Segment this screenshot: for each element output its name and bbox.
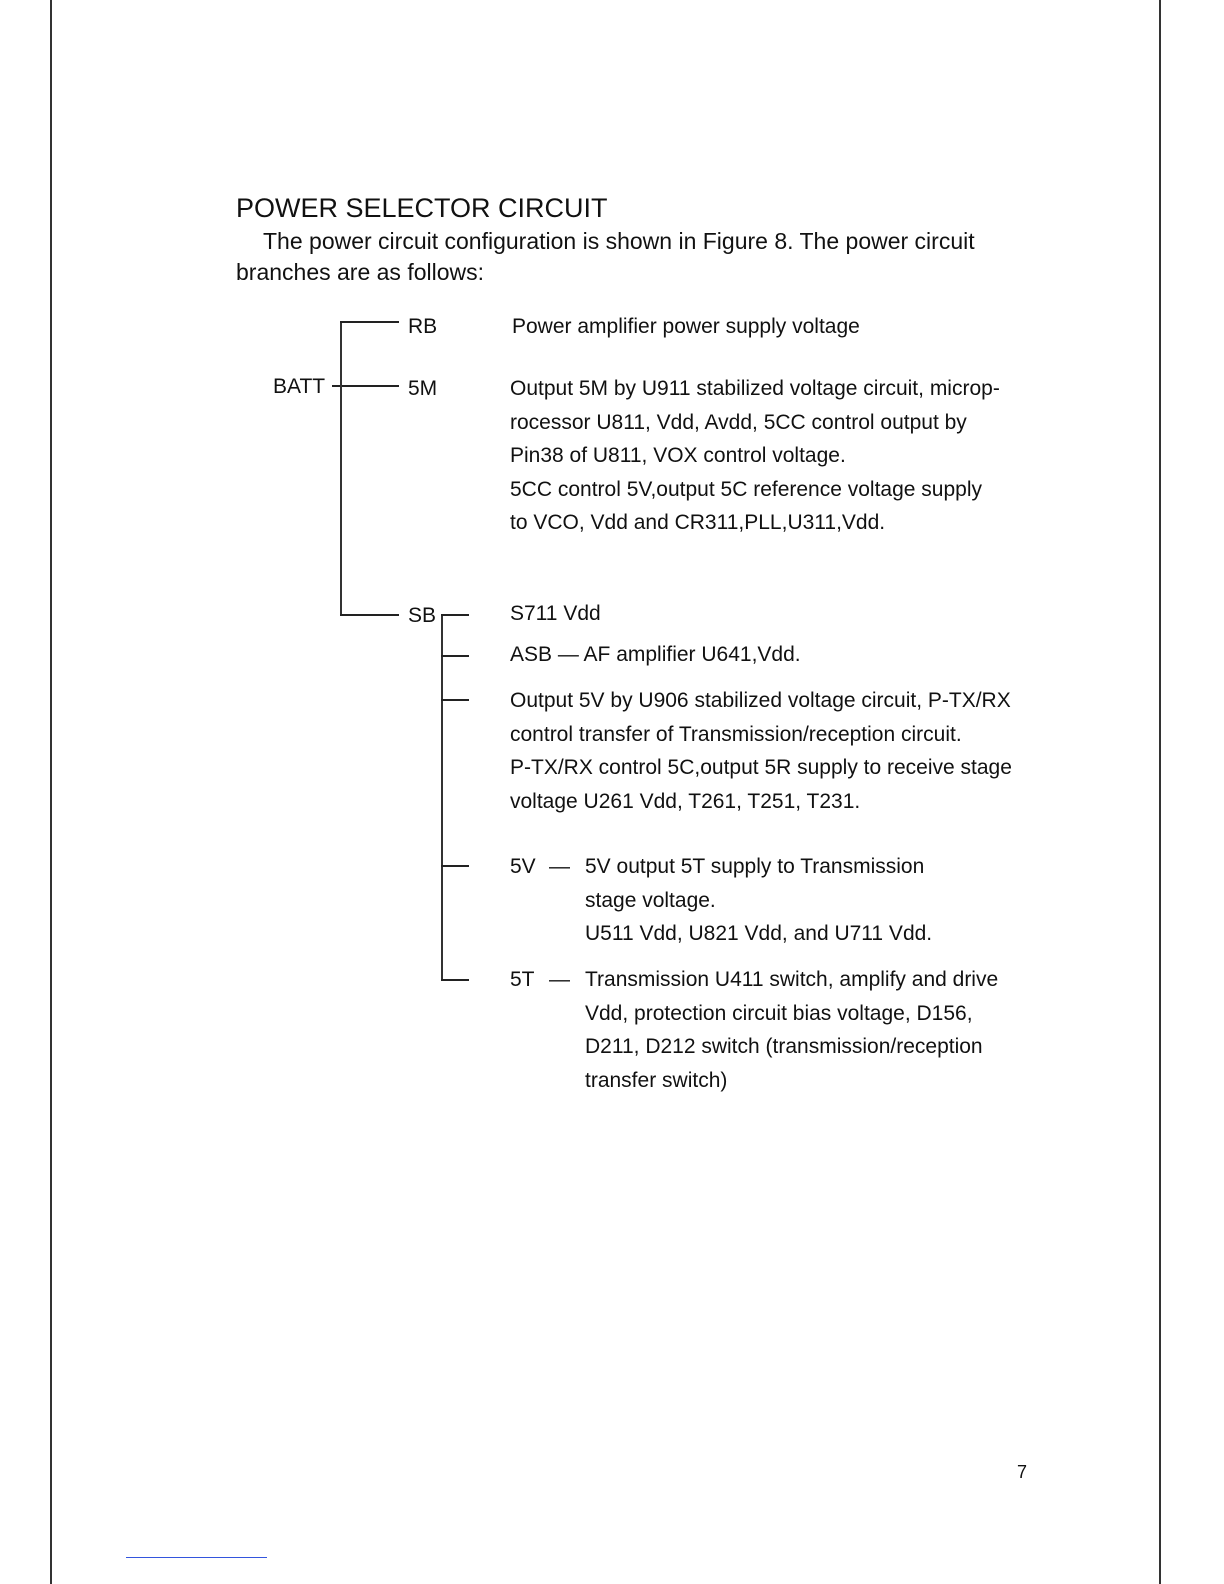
fivet-dash: — <box>549 968 570 991</box>
batt-feed-line <box>332 385 340 387</box>
fivem-description <box>510 372 1000 540</box>
fivet-label: 5T <box>510 968 535 991</box>
out5v-branch-line <box>441 699 469 701</box>
page-border-right <box>1159 0 1161 1584</box>
rb-label: RB <box>408 315 438 338</box>
fivev-description <box>585 850 932 951</box>
rb-description: Power amplifier power supply voltage <box>512 315 860 338</box>
fivem-branch-line <box>342 385 399 387</box>
fivev-branch-line <box>441 865 469 867</box>
fivev-line: stage voltage. <box>585 888 716 912</box>
fivet-branch-line <box>441 979 469 981</box>
fivet-line: D211, D212 switch (transmission/reception <box>585 1035 983 1058</box>
fivem-line: Pin38 of U811, VOX control voltage. <box>510 444 846 467</box>
fivev-line: 5V output 5T supply to Transmission <box>585 855 925 878</box>
intro-line-1: The power circuit configuration is shown in Figure 8. The power circuit <box>263 228 975 254</box>
s711-branch-line <box>441 614 469 616</box>
footer-underline <box>126 1557 267 1558</box>
asb-text: ASB — AF amplifier U641,Vdd. <box>510 643 801 666</box>
fivem-line: Output 5M by U911 stabilized voltage circuit, microp- <box>510 377 1000 400</box>
fivev-line: U511 Vdd, U821 Vdd, and U711 Vdd. <box>585 922 933 945</box>
fivev-label: 5V <box>510 855 536 878</box>
fivem-line: to VCO, Vdd and CR311,PLL,U311,Vdd. <box>510 511 886 534</box>
page-border-left <box>50 0 52 1584</box>
fivet-line: Vdd, protection circuit bias voltage, D156, <box>585 1001 973 1025</box>
out5v-line: control transfer of Transmission/reception circuit. <box>510 722 962 746</box>
sb-trunk-line <box>441 614 443 981</box>
fivet-line: Transmission U411 switch, amplify and drive <box>585 968 999 991</box>
sb-branch-line <box>340 614 399 616</box>
fivev-dash: — <box>549 855 570 878</box>
out5v-line: voltage U261 Vdd, T261, T251, T231. <box>510 789 861 813</box>
asb-branch-line <box>441 655 469 657</box>
batt-trunk-line <box>340 321 342 616</box>
section-title: POWER SELECTOR CIRCUIT <box>236 193 608 223</box>
page-number: 7 <box>1017 1462 1028 1482</box>
s711-text: S711 Vdd <box>510 602 601 625</box>
out5v-description <box>510 684 1012 818</box>
out5v-line: P-TX/RX control 5C,output 5R supply to receive stage <box>510 756 1012 779</box>
batt-label: BATT <box>273 375 326 398</box>
intro-line-2: branches are as follows: <box>236 259 485 285</box>
sb-label: SB <box>408 604 437 627</box>
rb-branch-line <box>340 321 399 323</box>
out5v-line: Output 5V by U906 stabilized voltage circuit, P-TX/RX <box>510 689 1011 712</box>
fivem-line: 5CC control 5V,output 5C reference voltage supply <box>510 477 983 501</box>
fivet-description <box>585 963 998 1097</box>
fivet-line: transfer switch) <box>585 1068 728 1092</box>
fivem-line: rocessor U811, Vdd, Avdd, 5CC control output by <box>510 410 967 434</box>
fivem-label: 5M <box>408 377 438 400</box>
